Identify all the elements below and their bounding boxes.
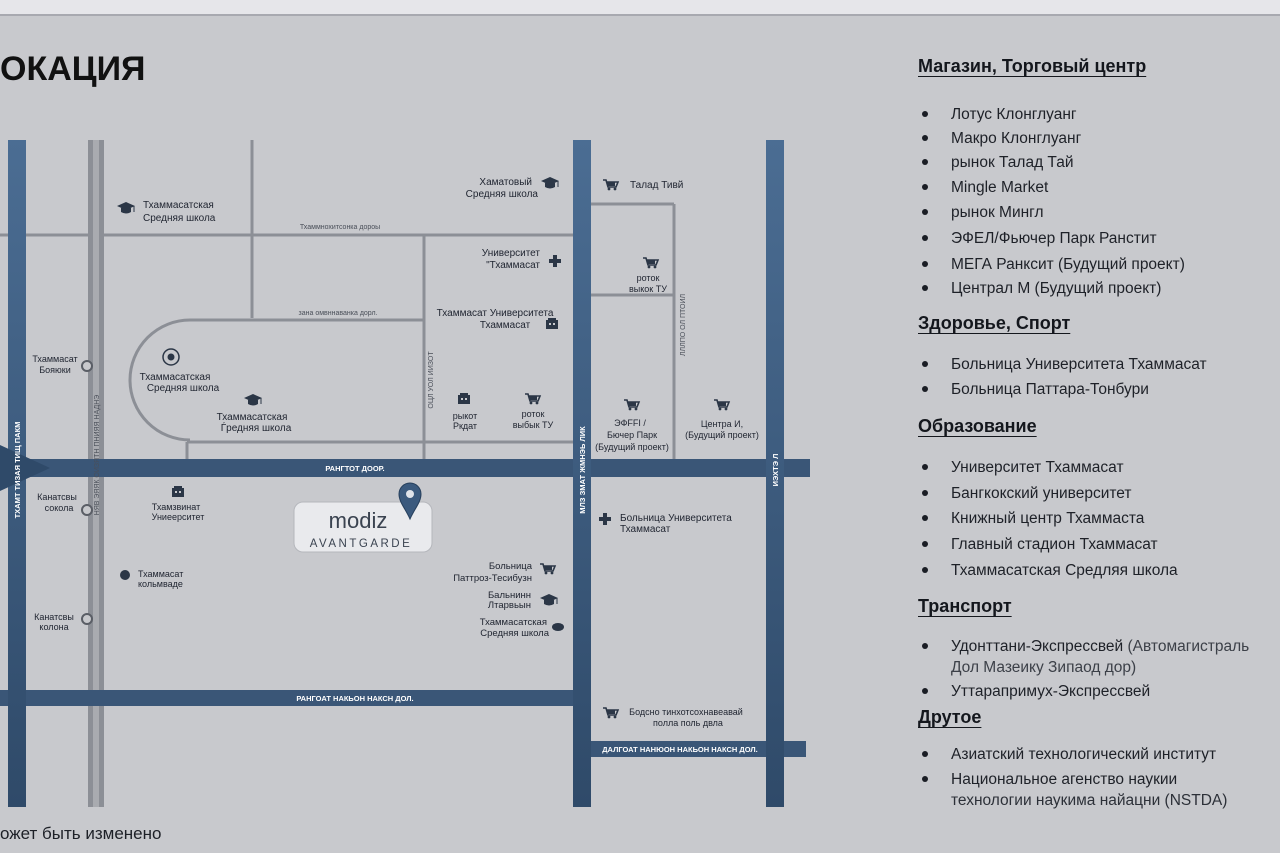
label-school-bot-2: Средняя школа [480,628,549,639]
shopping-cart-icon [603,180,618,190]
label-hospital-pat-1: Больница [488,561,532,572]
label-school-tl-1: Тхаммасатская [143,200,214,211]
section-title-other: Друтое [918,707,982,727]
market-icon [458,393,470,404]
label-efel-2: Бючер Парк [606,430,658,440]
label-talad-tiv: Талад Тивй [630,180,684,191]
label-university-1: Университет [481,248,540,259]
section-title-transport: Транспорт [918,596,1012,616]
legend-item: МЕГА Ранксит (Будущий проект) [918,254,1185,275]
legend-item: Национальное агенство наукии технологии наукима найацни (NSTDA) [918,769,1227,811]
school-icon [244,394,262,406]
legend-item: Больница Университета Тхаммасат [918,354,1207,375]
shopping-cart-icon [714,400,729,410]
label-hospital-uni-2: Тхаммасат [620,524,671,535]
hospital-icon [599,513,611,525]
building-icon [552,623,564,631]
label-central-1: Центра И, [700,419,744,429]
label-ryk-1: рыкот [452,411,478,421]
legend-item: Книжный центр Тхаммаста [918,508,1144,529]
hospital-icon [549,255,561,267]
road-label-thin2: ЛЛЛПО ОЛ ПТОИЛ [680,293,687,357]
road-label-top1: Тхаммнохитсонка дороы [299,224,381,231]
label-stop1-2: Бояюки [39,365,71,375]
shopping-cart-icon [540,564,555,574]
label-university-2: "Тхаммасат [486,260,540,271]
road-label-bottom: ДАЛГОАТ НАНЮОН НАКЬОН НАКСН ДОЛ. [602,745,758,754]
label-hospital-pat-2: Паттроз-Тесибузн [453,573,532,584]
legend-item: Азиатский технологический институт [918,744,1216,765]
road-label-v-left: ТХАМТ ТИЗАЯ ТИЩ ПАКМ [13,421,22,519]
label-univ-small-1: Тхамзвинат [151,502,201,512]
label-school-oval1-1: Тхаммасатская [139,372,211,383]
road-label-lower: РАНГОАТ НАКЬОН НАКСН ДОЛ. [296,694,414,703]
road-label-main: РАНГТОТ ДООР. [325,464,385,473]
project-subtitle: AVANTGARDE [309,538,413,550]
label-efel-1: ЭФFFI / [614,418,646,428]
label-kolm-1: Тхаммасат [138,569,184,579]
road-label-v-gray: НЯВ ЭЯЯК ОИЗЯТН ПНИЯЯ НАДНЭ [94,394,101,516]
label-potok2-1: роток [521,409,545,419]
legend-item: рынок Талад Тай [918,152,1074,173]
legend-item: Главный стадион Тхаммасат [918,534,1158,555]
label-efel-3: (Будущий проект) [595,442,669,452]
label-potok-1: роток [636,273,660,283]
label-univ-small-2: Униеерситет [151,512,205,522]
legend-item: Лотус Клонглуанг [918,104,1077,125]
location-dot-icon [120,570,130,580]
road-label-thin1: ОЦЛ УОЛ ИИЗОТ [428,351,435,409]
school-icon [117,202,135,214]
legend-item: Централ М (Будущий проект) [918,278,1161,299]
label-baln-2: Лтарвьын [487,600,531,611]
project-name: modiz [328,508,388,533]
shopping-cart-icon [624,400,639,410]
page-title: ОКАЦИЯ [0,50,146,88]
label-stop1-1: Тхаммасат [32,354,78,364]
shopping-cart-icon [643,258,658,268]
school-icon [540,594,558,606]
legend-item: Уттарапримух-Экспрессвей [918,681,1150,702]
label-school-bot-1: Тхаммасатская [479,617,547,628]
label-khamatovy-2: Средняя школа [465,189,538,200]
label-baln-1: Бальнинн [487,590,531,601]
label-hospital-uni-1: Больница Университета [620,513,732,524]
building-icon [172,486,184,497]
shopping-cart-icon [525,394,540,404]
legend-item: Университет Тхаммасат [918,457,1124,478]
label-school-oval2-2: Ѓредняя школа [220,423,292,434]
label-kolm-2: кольмваде [138,579,183,589]
legend-item: ЭФЕЛ/Фьючер Парк Ранстит [918,228,1157,249]
label-bodsno-2: полла поль двла [653,718,723,728]
disclaimer: ожет быть изменено [0,824,162,843]
legend-item: Тхаммасатская Средляя школа [918,560,1178,581]
label-thammasat-univ-2: Тхаммасат [479,320,531,331]
legend-item: Макро Клонглуанг [918,128,1081,149]
label-school-tl-2: Средняя школа [143,213,216,224]
label-stop3-1: Канатсвы [34,612,74,622]
legend-item: Mingle Market [918,177,1048,198]
label-stop2-1: Канатсвы [37,492,77,502]
label-bodsno-1: Бодсно тинхотсохнавеавай [629,707,743,717]
legend-item: Бангкокский университет [918,483,1132,504]
section-title-education: Образование [918,416,1037,436]
legend-item: Больница Паттара-Тонбури [918,379,1149,400]
section-title-shopping: Магазин, Торговый центр [918,56,1147,76]
label-ryk-2: Ркдат [452,421,478,431]
label-potok-2: выкок ТУ [629,284,667,294]
label-central-2: (Будущий проект) [685,430,759,440]
label-stop3-2: колона [39,622,69,632]
legend-item: рынок Мингл [918,202,1044,223]
road-label-top2: зана омвннаванка дорл. [298,310,378,317]
school-icon [541,177,559,189]
road-label-v-right: ИЭХТЭ Л [771,453,780,487]
label-potok2-2: выбык ТУ [512,420,554,430]
road-label-v-mid: МЛЗ ЗМАТ ЖМНЭЬ ЛИК [578,426,587,514]
shopping-cart-icon [603,708,618,718]
building-icon [546,318,558,329]
section-title-health: Здоровье, Спорт [918,313,1071,333]
label-thammasat-univ-1: Тхаммасат Университета [436,308,554,319]
label-khamatovy-1: Хаматовый [479,177,532,188]
label-stop2-2: сокола [44,503,74,513]
legend-item: Удонттани-Экспрессвей (Автомагистраль Дол Мазеику Зипаод дор) [918,636,1249,678]
label-school-oval2-1: Тхаммасатская [216,412,288,423]
label-school-oval1-2: Средняя школа [146,383,220,394]
